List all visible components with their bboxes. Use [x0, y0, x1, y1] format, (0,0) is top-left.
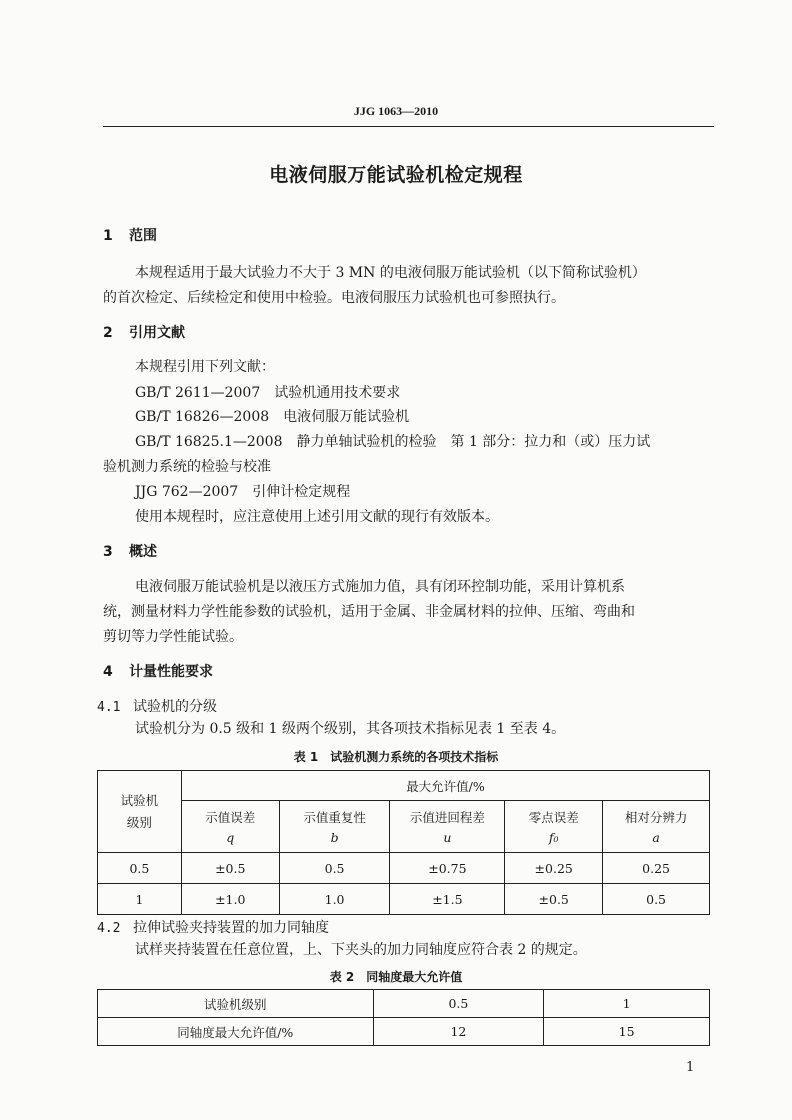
reference-item: GB/T 16826—2008 电液伺服万能试验机	[135, 409, 410, 425]
reference-item: GB/T 2611—2007 试验机通用技术要求	[135, 385, 401, 401]
table-cell: 12	[373, 1018, 544, 1046]
table-1-column-header: 示值进回程差 u	[390, 801, 505, 853]
section-3-line-2: 统，测量材料力学性能参数的试验机，适用于金属、非金属材料的拉伸、压缩、弯曲和	[103, 604, 635, 620]
table-cell: 1	[98, 884, 182, 915]
section-1-heading: 1 范围	[103, 228, 157, 244]
section-3-line-1: 电液伺服万能试验机是以液压方式施加力值，具有闭环控制功能，采用计算机系	[135, 579, 625, 595]
table-cell: 试验机级别	[98, 990, 374, 1018]
table-cell: 0.5	[279, 853, 390, 884]
subsection-4-1-text: 试验机分为 0.5 级和 1 级两个级别，其各项技术指标见表 1 至表 4。	[135, 721, 566, 737]
section-2-note: 使用本规程时，应注意使用上述引用文献的现行有效版本。	[135, 509, 499, 525]
table-cell: 同轴度最大允许值/%	[98, 1018, 374, 1046]
section-3-line-3: 剪切等力学性能试验。	[103, 629, 243, 645]
table-cell: ±0.5	[505, 884, 603, 915]
table-1-column-header: 示值重复性 b	[279, 801, 390, 853]
table-2	[97, 989, 710, 1046]
section-2-heading: 2 引用文献	[103, 325, 185, 341]
table-cell: 0.5	[98, 853, 182, 884]
table-cell: 0.25	[603, 853, 710, 884]
table-1-column-header: 示值误差 q	[181, 801, 279, 853]
table-cell: 1.0	[279, 884, 390, 915]
table-cell: ±0.25	[505, 853, 603, 884]
table-cell: 0.5	[373, 990, 544, 1018]
table-1-row-header: 试验机 级别	[98, 771, 182, 853]
table-1-column-header: 相对分辨力 a	[603, 801, 710, 853]
table-row	[98, 853, 710, 884]
table-row	[98, 1018, 710, 1046]
table-row	[98, 884, 710, 915]
subsection-4-1-heading: 4.1 试验机的分级	[97, 699, 217, 715]
reference-item: GB/T 16825.1—2008 静力单轴试验机的检验 第 1 部分：拉力和（或）压力试	[135, 434, 651, 450]
table-cell: 15	[544, 1018, 710, 1046]
page-number: 1	[686, 1060, 695, 1075]
reference-item-continued: 验机测力系统的检验与校准	[103, 459, 271, 475]
table-cell: ±0.5	[181, 853, 279, 884]
table-1-column-header: 零点误差 f₀	[505, 801, 603, 853]
table-row	[98, 990, 710, 1018]
document-title: 电液伺服万能试验机检定规程	[269, 164, 523, 186]
table-cell: 0.5	[603, 884, 710, 915]
table-1-caption: 表 1 试验机测力系统的各项技术指标	[293, 750, 499, 764]
table-cell: 1	[544, 990, 710, 1018]
subsection-4-2-text: 试样夹持装置在任意位置，上、下夹头的加力同轴度应符合表 2 的规定。	[135, 942, 587, 958]
subsection-4-2-heading: 4.2 拉伸试验夹持装置的加力同轴度	[97, 920, 329, 936]
reference-item: JJG 762—2007 引伸计检定规程	[135, 484, 351, 500]
section-3-heading: 3 概述	[103, 544, 157, 560]
section-1-line-1: 本规程适用于最大试验力不大于 3 MN 的电液伺服万能试验机（以下简称试验机）	[135, 265, 646, 281]
header-rule	[103, 126, 714, 127]
section-4-heading: 4 计量性能要求	[103, 664, 213, 680]
section-2-intro: 本规程引用下列文献：	[135, 359, 275, 375]
table-2-caption: 表 2 同轴度最大允许值	[329, 970, 463, 984]
table-cell: ±0.75	[390, 853, 505, 884]
table-cell: ±1.0	[181, 884, 279, 915]
table-1	[97, 770, 710, 915]
table-1-group-header: 最大允许值/%	[181, 771, 709, 801]
table-cell: ±1.5	[390, 884, 505, 915]
document-code-header: JJG 1063—2010	[353, 104, 439, 118]
section-1-line-2: 的首次检定、后续检定和使用中检验。电液伺服压力试验机也可参照执行。	[103, 290, 565, 306]
